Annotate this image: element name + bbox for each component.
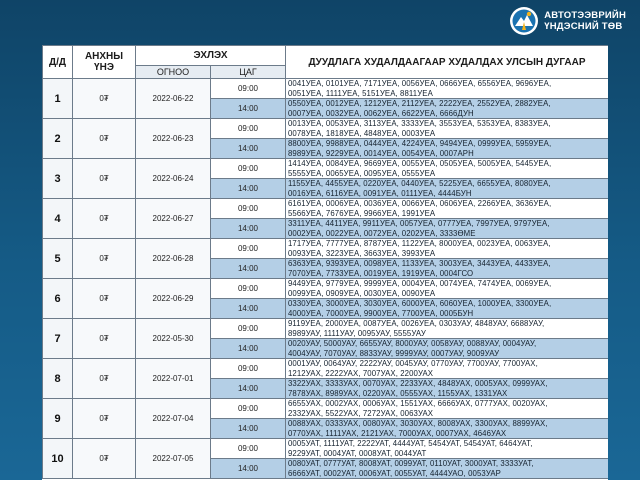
row-time-morning: 09:00 (211, 439, 286, 459)
plates-line: 4000УЕА, 7000УЕА, 9900УЕА, 7700УЕА, 0005БУН (288, 308, 474, 318)
row-time-morning: 09:00 (211, 159, 286, 179)
plates-line: 0099УЕА, 0909УЕА, 0030УЕА, 0090УЕА (288, 288, 436, 298)
row-plates-morning (286, 199, 609, 219)
row-time-afternoon: 14:00 (211, 139, 286, 159)
row-time-afternoon: 14:00 (211, 99, 286, 119)
row-id: 6 (43, 279, 73, 319)
plates-line: 0005УАТ, 1111УАТ, 2222УАТ, 4444УАТ, 5454УАТ, 5454УАТ, 6464УАТ, (288, 439, 533, 448)
row-time-morning: 09:00 (211, 279, 286, 299)
row-start-price: 0₮ (73, 319, 136, 359)
table-row (43, 319, 609, 339)
row-time-afternoon: 14:00 (211, 419, 286, 439)
row-id: 9 (43, 399, 73, 439)
plates-line: 9229УАТ, 0004УАТ, 0008УАТ, 0044УАТ (288, 448, 427, 458)
plates-line: 0002УЕА, 0022УЕА, 0072УЕА, 0202УЕА, 3333ӨМЕ (288, 228, 476, 238)
row-plates-afternoon (286, 379, 609, 399)
table-row (43, 279, 609, 299)
row-time-morning: 09:00 (211, 319, 286, 339)
row-plates-afternoon (286, 339, 609, 359)
row-start-price: 0₮ (73, 119, 136, 159)
row-plates-afternoon (286, 459, 609, 479)
plates-line: 1212УАХ, 2222УАХ, 7007УАХ, 2200УАХ (288, 368, 434, 378)
row-date: 2022-06-27 (136, 199, 211, 239)
plates-line: 1717УЕА, 7777УЕА, 8787УЕА, 1122УЕА, 8000УЕА, 0023УЕА, 0063УЕА, (288, 239, 551, 248)
header-time: ЦАГ (211, 66, 286, 79)
row-date: 2022-07-01 (136, 359, 211, 399)
row-start-price: 0₮ (73, 239, 136, 279)
header-date: ОГНОО (136, 66, 211, 79)
plates-line: 7878УАХ, 8989УАХ, 0220УАХ, 0555УАХ, 1155УАХ, 1331УАХ (288, 388, 508, 398)
plates-line: 0088УАХ, 0333УАХ, 0080УАХ, 3030УАХ, 8008УАХ, 3300УАХ, 8899УАХ, (288, 419, 548, 428)
auction-schedule-sheet (42, 45, 608, 480)
brand-line-1: АВТОТЭЭВРИЙН (544, 10, 626, 21)
row-time-afternoon: 14:00 (211, 259, 286, 279)
plates-line: 9119УЕА, 2000УЕА, 0087УЕА, 0026УЕА, 0303УАУ, 4848УАУ, 6688УАУ, (288, 319, 545, 328)
brand-logo (509, 6, 626, 36)
plates-line: 2332УАХ, 5522УАХ, 7272УАХ, 0063УАХ (288, 408, 434, 418)
plates-line: 0007УЕА, 0032УЕА, 0062УЕА, 6622УЕА, 6666ДУН (288, 108, 474, 118)
brand-name (544, 10, 626, 32)
plates-line: 8800УЕА, 9988УЕА, 0444УЕА, 4224УЕА, 9494УЕА, 0999УЕА, 5959УЕА, (288, 139, 552, 148)
plates-line: 0001УАУ, 0064УАУ, 2222УАУ, 0045УАУ, 0770УАУ, 7700УАУ, 7700УАХ, (288, 359, 538, 368)
table-row (43, 79, 609, 99)
brand-line-2: ҮНДЭСНИЙ ТӨВ (544, 21, 623, 32)
plates-line: 8989УЕА, 9229УЕА, 0014УЕА, 0054УЕА, 0007АРН (288, 148, 474, 158)
header-start: ЭХЛЭХ (136, 46, 286, 66)
plates-line: 5566УЕА, 7676УЕА, 9966УЕА, 1991УЕА (288, 208, 436, 218)
row-start-price: 0₮ (73, 79, 136, 119)
header-price (73, 46, 136, 79)
row-start-price: 0₮ (73, 279, 136, 319)
table-row (43, 159, 609, 179)
row-time-morning: 09:00 (211, 79, 286, 99)
plates-line: 8989УАУ, 1111УАУ, 0095УАУ, 5555УАУ (288, 328, 426, 338)
plates-line: 6161УЕА, 0006УЕА, 0036УЕА, 0066УЕА, 0606УЕА, 2266УЕА, 3636УЕА, (288, 199, 552, 208)
row-id: 5 (43, 239, 73, 279)
plates-line: 0550УЕА, 0012УЕА, 1212УЕА, 2112УЕА, 2222УЕА, 2552УЕА, 2882УЕА, (288, 99, 551, 108)
plates-line: 5555УЕА, 0065УЕА, 0095УЕА, 0555УЕА (288, 168, 436, 178)
row-date: 2022-06-28 (136, 239, 211, 279)
plates-line: 4004УАУ, 7070УАУ, 8833УАУ, 9999УАУ, 0007УАУ, 9009УАУ (288, 348, 500, 358)
row-plates-afternoon (286, 179, 609, 199)
row-time-afternoon: 14:00 (211, 219, 286, 239)
row-id: 2 (43, 119, 73, 159)
plates-line: 6363УЕА, 9393УЕА, 0098УЕА, 1133УЕА, 3003УЕА, 3443УЕА, 4433УЕА, (288, 259, 551, 268)
row-date: 2022-05-30 (136, 319, 211, 359)
plates-line: 0013УЕА, 0053УЕА, 3113УЕА, 3333УЕА, 3553УЕА, 5353УЕА, 8383УЕА, (288, 119, 551, 128)
row-id: 10 (43, 439, 73, 479)
row-plates-morning (286, 119, 609, 139)
row-time-morning: 09:00 (211, 199, 286, 219)
header-price-line-2: ҮНЭ (94, 62, 114, 73)
plates-line: 0330УЕА, 3000УЕА, 3030УЕА, 6000УЕА, 6060УЕА, 1000УЕА, 3300УЕА, (288, 299, 552, 308)
row-time-morning: 09:00 (211, 359, 286, 379)
row-start-price: 0₮ (73, 359, 136, 399)
row-time-morning: 09:00 (211, 119, 286, 139)
plates-line: 0051УЕА, 1111УЕА, 5151УЕА, 8811УЕА (288, 88, 433, 98)
row-date: 2022-06-29 (136, 279, 211, 319)
auction-schedule-table (42, 45, 608, 479)
plates-line: 1155УЕА, 4455УЕА, 0220УЕА, 0440УЕА, 5225УЕА, 6655УЕА, 8080УЕА, (288, 179, 551, 188)
mountain-road-emblem-icon (509, 6, 539, 36)
row-plates-afternoon (286, 139, 609, 159)
plates-line: 6655УАХ, 0002УАХ, 0006УАХ, 1551УАХ, 6666УАХ, 0777УАХ, 0020УАХ, (288, 399, 548, 408)
table-row (43, 399, 609, 419)
row-plates-morning (286, 399, 609, 419)
plates-line: 0080УАТ, 0777УАТ, 8008УАТ, 0099УАТ, 0110УАТ, 3000УАТ, 3333УАТ, (288, 459, 534, 468)
table-row (43, 199, 609, 219)
row-plates-morning (286, 439, 609, 459)
table-row (43, 239, 609, 259)
table-row (43, 359, 609, 379)
row-date: 2022-07-05 (136, 439, 211, 479)
header-id: Д/Д (43, 46, 73, 79)
plates-line: 0016УЕА, 6116УЕА, 0091УЕА, 0111УЕА, 4444БУН (288, 188, 472, 198)
row-time-afternoon: 14:00 (211, 379, 286, 399)
row-id: 7 (43, 319, 73, 359)
row-plates-morning (286, 239, 609, 259)
plates-line: 0041УЕА, 0101УЕА, 7171УЕА, 0056УЕА, 0666УЕА, 6556УЕА, 9696УЕА, (288, 79, 552, 88)
header-price-line-1: АНХНЫ (84, 51, 124, 62)
plates-line: 1414УЕА, 0084УЕА, 9669УЕА, 0055УЕА, 0505УЕА, 5005УЕА, 5445УЕА, (288, 159, 552, 168)
row-date: 2022-06-24 (136, 159, 211, 199)
row-id: 8 (43, 359, 73, 399)
row-time-afternoon: 14:00 (211, 339, 286, 359)
plates-line: 0078УЕА, 1818УЕА, 4848УЕА, 0003УЕА (288, 128, 436, 138)
plates-line: 0020УАУ, 5000УАУ, 6655УАУ, 8000УАУ, 0058УАУ, 0088УАУ, 0004УАУ, (288, 339, 537, 348)
table-body (43, 79, 609, 479)
row-plates-morning (286, 79, 609, 99)
row-date: 2022-06-22 (136, 79, 211, 119)
row-plates-afternoon (286, 299, 609, 319)
row-time-afternoon: 14:00 (211, 459, 286, 479)
row-plates-afternoon (286, 419, 609, 439)
row-time-afternoon: 14:00 (211, 299, 286, 319)
row-id: 4 (43, 199, 73, 239)
row-start-price: 0₮ (73, 399, 136, 439)
header-plates: ДУУДЛАГА ХУДАЛДААГААР ХУДАЛДАХ УЛСЫН ДУГААР (286, 46, 609, 79)
row-date: 2022-06-23 (136, 119, 211, 159)
plates-line: 9449УЕА, 9779УЕА, 9999УЕА, 0004УЕА, 0074УЕА, 7474УЕА, 0069УЕА, (288, 279, 552, 288)
row-start-price: 0₮ (73, 439, 136, 479)
row-plates-afternoon (286, 259, 609, 279)
row-plates-afternoon (286, 99, 609, 119)
plates-line: 6666УАТ, 0002УАТ, 0006УАТ, 0055УАТ, 4444УАО, 0053УАР (288, 468, 501, 478)
row-plates-morning (286, 159, 609, 179)
table-row (43, 119, 609, 139)
plates-line: 3311УЕА, 4411УЕА, 9911УЕА, 0057УЕА, 0777УЕА, 7997УЕА, 9797УЕА, (288, 219, 550, 228)
row-start-price: 0₮ (73, 199, 136, 239)
row-plates-morning (286, 319, 609, 339)
row-id: 1 (43, 79, 73, 119)
row-start-price: 0₮ (73, 159, 136, 199)
plates-line: 0093УЕА, 3223УЕА, 3663УЕА, 3993УЕА (288, 248, 436, 258)
plates-line: 0770УАХ, 1111УАХ, 2121УАХ, 7000УАХ, 0007УАХ, 4646УАХ (288, 428, 507, 438)
row-time-afternoon: 14:00 (211, 179, 286, 199)
row-time-morning: 09:00 (211, 399, 286, 419)
table-header-row (43, 46, 609, 66)
row-id: 3 (43, 159, 73, 199)
row-date: 2022-07-04 (136, 399, 211, 439)
plates-line: 7070УЕА, 7733УЕА, 0019УЕА, 1919УЕА, 0004ГСО (288, 268, 474, 278)
row-plates-afternoon (286, 219, 609, 239)
table-row (43, 439, 609, 459)
plates-line: 3322УАХ, 3333УАХ, 0070УАХ, 2233УАХ, 4848УАХ, 0005УАХ, 0999УАХ, (288, 379, 548, 388)
row-plates-morning (286, 359, 609, 379)
row-time-morning: 09:00 (211, 239, 286, 259)
row-plates-morning (286, 279, 609, 299)
